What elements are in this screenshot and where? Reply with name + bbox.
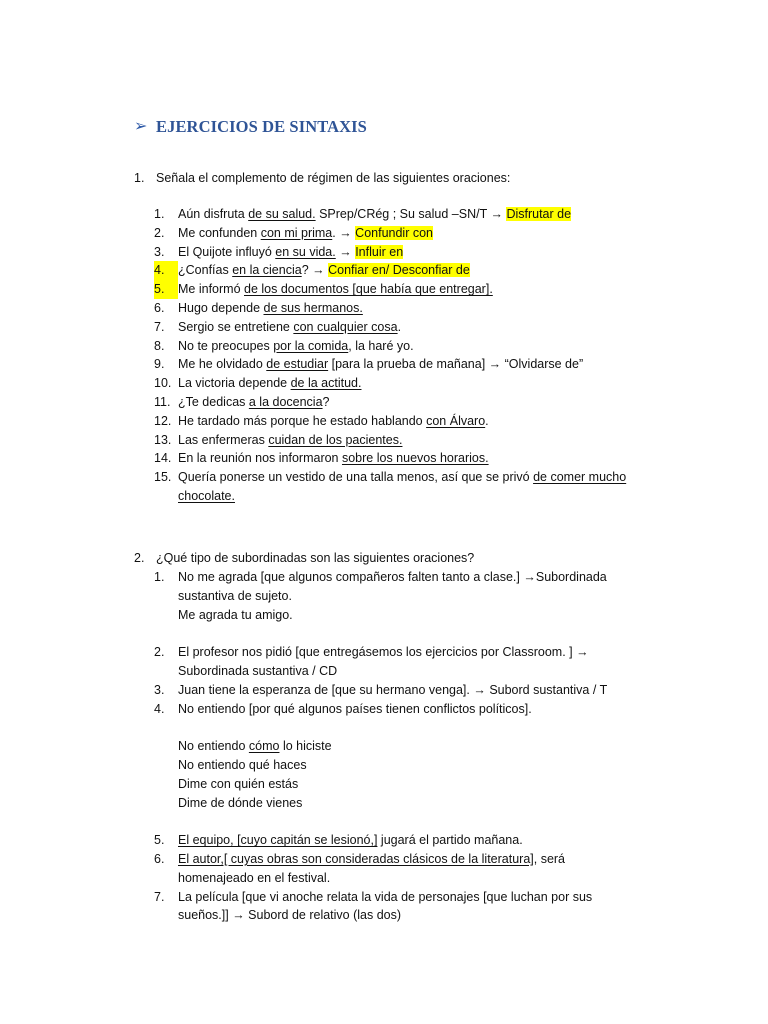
- question-1: [134, 169, 510, 188]
- item-text: El equipo, [cuyo capitán se lesionó,] jugará el partido mañana.: [178, 833, 523, 848]
- item-text: homenajeado en el festival.: [178, 870, 331, 885]
- list-item: [154, 224, 654, 243]
- question-prompt: Señala el complemento de régimen de las siguientes oraciones:: [156, 171, 511, 185]
- item-text: No me agrada [que algunos compañeros falten tanto a clase.] →Subordinada: [178, 570, 607, 584]
- item-text: Las enfermeras cuidan de los pacientes.: [178, 432, 403, 447]
- exercise-list-2: [154, 568, 654, 925]
- item-text: Me agrada tu amigo.: [178, 607, 293, 622]
- list-item: [154, 355, 654, 374]
- item-number: 14.: [154, 451, 172, 466]
- item-number: 7.: [154, 889, 165, 904]
- item-text: sustantiva de sujeto.: [178, 588, 292, 603]
- item-number: 7.: [154, 319, 165, 334]
- item-text: Subordinada sustantiva / CD: [178, 663, 338, 678]
- item-number: 10.: [154, 376, 172, 391]
- item-text: Quería ponerse un vestido de una talla menos, así que se privó de comer mucho: [178, 470, 627, 485]
- list-item: [154, 700, 654, 832]
- arrow-bullet-icon: ➢: [134, 118, 148, 135]
- item-text: ¿Confías en la ciencia? → Confiar en/ Desconfiar de: [178, 263, 470, 278]
- item-text: chocolate.: [178, 488, 235, 503]
- list-item: [154, 431, 654, 450]
- list-item: [154, 393, 654, 412]
- item-text: sueños.]] → Subord de relativo (las dos): [178, 908, 402, 923]
- example-line: No entiendo cómo lo hiciste: [178, 739, 332, 754]
- item-number: 5.: [154, 280, 178, 299]
- item-text: No te preocupes por la comida, la haré yo.: [178, 338, 414, 353]
- item-text: Me confunden con mi prima. → Confundir con: [178, 225, 433, 240]
- item-number: 6.: [154, 300, 165, 315]
- list-item: [154, 850, 654, 888]
- list-item: [154, 374, 654, 393]
- list-item: [154, 299, 654, 318]
- item-number: 15.: [154, 470, 172, 485]
- item-text: Hugo depende de sus hermanos.: [178, 300, 363, 315]
- item-number: 9.: [154, 357, 165, 372]
- exercise-list-1: [154, 205, 654, 506]
- item-text: Me informó de los documentos [que había que entregar].: [178, 282, 493, 297]
- item-text: ¿Te dedicas a la docencia?: [178, 394, 330, 409]
- list-item: [154, 643, 654, 681]
- item-number: 1.: [154, 570, 165, 584]
- item-text: La victoria depende de la actitud.: [178, 376, 362, 391]
- example-line: Dime de dónde vienes: [178, 795, 303, 810]
- item-number: 13.: [154, 432, 172, 447]
- list-item: [154, 243, 654, 262]
- item-text: En la reunión nos informaron sobre los nuevos horarios.: [178, 451, 489, 466]
- page-title: EJERCICIOS DE SINTAXIS: [156, 117, 367, 136]
- item-text: Aún disfruta de su salud. SPrep/CRég ; Su salud –SN/T → Disfrutar de: [178, 207, 572, 221]
- item-text: He tardado más porque he estado hablando con Álvaro.: [178, 413, 489, 428]
- list-item: [154, 280, 654, 299]
- list-item: [154, 831, 654, 850]
- list-item: [154, 468, 654, 506]
- item-number: 4.: [154, 261, 178, 280]
- item-text: La película [que vi anoche relata la vida de personajes [que luchan por sus: [178, 889, 593, 904]
- item-text: Juan tiene la esperanza de [que su hermano venga]. → Subord sustantiva / T: [178, 682, 608, 697]
- item-text: Sergio se entretiene con cualquier cosa.: [178, 319, 402, 334]
- item-number: 3.: [154, 244, 165, 259]
- list-item: [154, 568, 654, 643]
- question-2: [134, 549, 474, 568]
- item-number: 11.: [154, 394, 171, 409]
- question-number: 1.: [134, 171, 145, 185]
- item-number: 6.: [154, 851, 165, 866]
- item-text: No entiendo [por qué algunos países tienen conflictos políticos].: [178, 701, 532, 716]
- list-item: [154, 412, 654, 431]
- section-heading: [134, 116, 367, 138]
- list-item: [154, 337, 654, 356]
- list-item: [154, 261, 654, 280]
- item-number: 2.: [154, 225, 165, 240]
- list-item: [154, 318, 654, 337]
- item-number: 5.: [154, 833, 165, 848]
- list-item: [154, 888, 654, 926]
- list-item: [154, 205, 654, 224]
- item-text: El autor,[ cuyas obras son consideradas clásicos de la literatura], será: [178, 851, 566, 866]
- item-text: Me he olvidado de estudiar [para la prueba de mañana] → “Olvidarse de”: [178, 357, 584, 372]
- item-number: 1.: [154, 207, 165, 221]
- item-number: 3.: [154, 682, 165, 697]
- item-text: El profesor nos pidió [que entregásemos los ejercicios por Classroom. ] →: [178, 645, 589, 660]
- item-text: El Quijote influyó en su vida. → Influir en: [178, 244, 404, 259]
- list-item: [154, 449, 654, 468]
- item-number: 4.: [154, 701, 165, 716]
- item-number: 12.: [154, 413, 172, 428]
- example-line: No entiendo qué haces: [178, 757, 307, 772]
- list-item: [154, 681, 654, 700]
- question-prompt: ¿Qué tipo de subordinadas son las siguientes oraciones?: [156, 551, 475, 565]
- example-line: Dime con quién estás: [178, 776, 299, 791]
- question-number: 2.: [134, 551, 145, 565]
- item-number: 8.: [154, 338, 165, 353]
- item-number: 2.: [154, 645, 165, 660]
